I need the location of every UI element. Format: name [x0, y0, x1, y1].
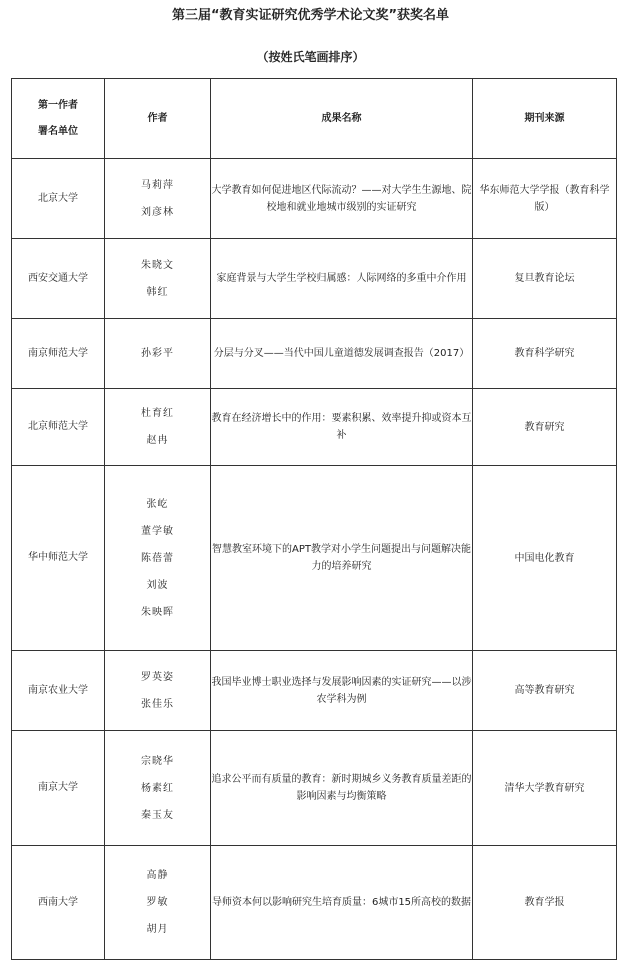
author-name: 孙彩平 [141, 348, 174, 359]
authors-cell [105, 466, 211, 651]
work-title-cell: 导师资本何以影响研究生培育质量：6城市15所高校的数据 [211, 846, 473, 960]
unit-cell: 西安交通大学 [12, 239, 105, 319]
work-title-cell: 大学教育如何促进地区代际流动？——对大学生生源地、院校地和就业地城市级别的实证研究 [211, 159, 473, 239]
journal-cell: 教育研究 [473, 389, 617, 466]
author-name: 董学敏 [141, 525, 174, 537]
author-name: 韩红 [146, 286, 169, 298]
journal-cell: 教育学报 [473, 846, 617, 960]
author-name: 秦玉友 [141, 809, 174, 821]
authors-cell [105, 239, 211, 319]
author-name: 杜育红 [141, 408, 174, 419]
table-row [12, 159, 617, 239]
author-name: 宗晓华 [141, 755, 174, 767]
unit-cell: 南京农业大学 [12, 651, 105, 731]
author-name: 张佳乐 [141, 698, 174, 710]
header-authors: 作者 [105, 79, 211, 159]
author-name: 马莉萍 [141, 179, 174, 191]
journal-cell: 华东师范大学学报（教育科学版） [473, 159, 617, 239]
header-unit [12, 79, 105, 159]
author-name: 赵冉 [146, 435, 169, 446]
author-name: 高静 [146, 870, 169, 881]
header-journal: 期刊来源 [473, 79, 617, 159]
authors-cell [105, 389, 211, 466]
journal-cell: 清华大学教育研究 [473, 731, 617, 846]
authors-cell [105, 731, 211, 846]
table-row [12, 651, 617, 731]
author-name: 杨素红 [141, 782, 174, 794]
authors-cell [105, 319, 211, 389]
author-name: 罗敏 [146, 897, 169, 908]
table-row [12, 319, 617, 389]
journal-cell: 高等教育研究 [473, 651, 617, 731]
document-title: 第三届“教育实证研究优秀学术论文奖”获奖名单 [171, 8, 450, 23]
author-name: 张屹 [146, 498, 169, 510]
author-name: 陈蓓蕾 [141, 552, 174, 564]
author-name: 罗英姿 [141, 671, 174, 683]
header-work: 成果名称 [211, 79, 473, 159]
table-row [12, 239, 617, 319]
author-name: 刘彦林 [141, 206, 174, 218]
document-subtitle: （按姓氏笔画排序） [256, 50, 365, 64]
journal-cell: 教育科学研究 [473, 319, 617, 389]
journal-cell: 复旦教育论坛 [473, 239, 617, 319]
work-title-cell: 追求公平而有质量的教育：新时期城乡义务教育质量差距的影响因素与均衡策略 [211, 731, 473, 846]
unit-cell: 西南大学 [12, 846, 105, 960]
author-name: 朱映晖 [141, 606, 174, 618]
unit-cell: 北京大学 [12, 159, 105, 239]
work-title-cell: 我国毕业博士职业选择与发展影响因素的实证研究——以涉农学科为例 [211, 651, 473, 731]
journal-cell: 中国电化教育 [473, 466, 617, 651]
table-row [12, 466, 617, 651]
table-body [12, 159, 617, 960]
unit-cell: 北京师范大学 [12, 389, 105, 466]
work-title-cell: 家庭背景与大学生学校归属感：人际网络的多重中介作用 [211, 239, 473, 319]
unit-cell: 南京师范大学 [12, 319, 105, 389]
author-name: 刘波 [146, 579, 169, 591]
work-title-cell: 分层与分叉——当代中国儿童道德发展调查报告（2017） [211, 319, 473, 389]
authors-cell [105, 159, 211, 239]
author-name: 胡月 [146, 924, 169, 935]
unit-cell: 华中师范大学 [12, 466, 105, 651]
authors-cell [105, 651, 211, 731]
author-name: 朱晓文 [141, 259, 174, 271]
work-title-cell: 教育在经济增长中的作用：要素积累、效率提升抑或资本互补 [211, 389, 473, 466]
awards-table [11, 78, 617, 960]
table-row [12, 389, 617, 466]
header-unit-label: 第一作者署名单位 [38, 99, 78, 137]
table-row [12, 731, 617, 846]
table-row [12, 846, 617, 960]
work-title-cell: 智慧教室环境下的APT教学对小学生问题提出与问题解决能力的培养研究 [211, 466, 473, 651]
unit-cell: 南京大学 [12, 731, 105, 846]
table-header-row [12, 79, 617, 159]
authors-cell [105, 846, 211, 960]
